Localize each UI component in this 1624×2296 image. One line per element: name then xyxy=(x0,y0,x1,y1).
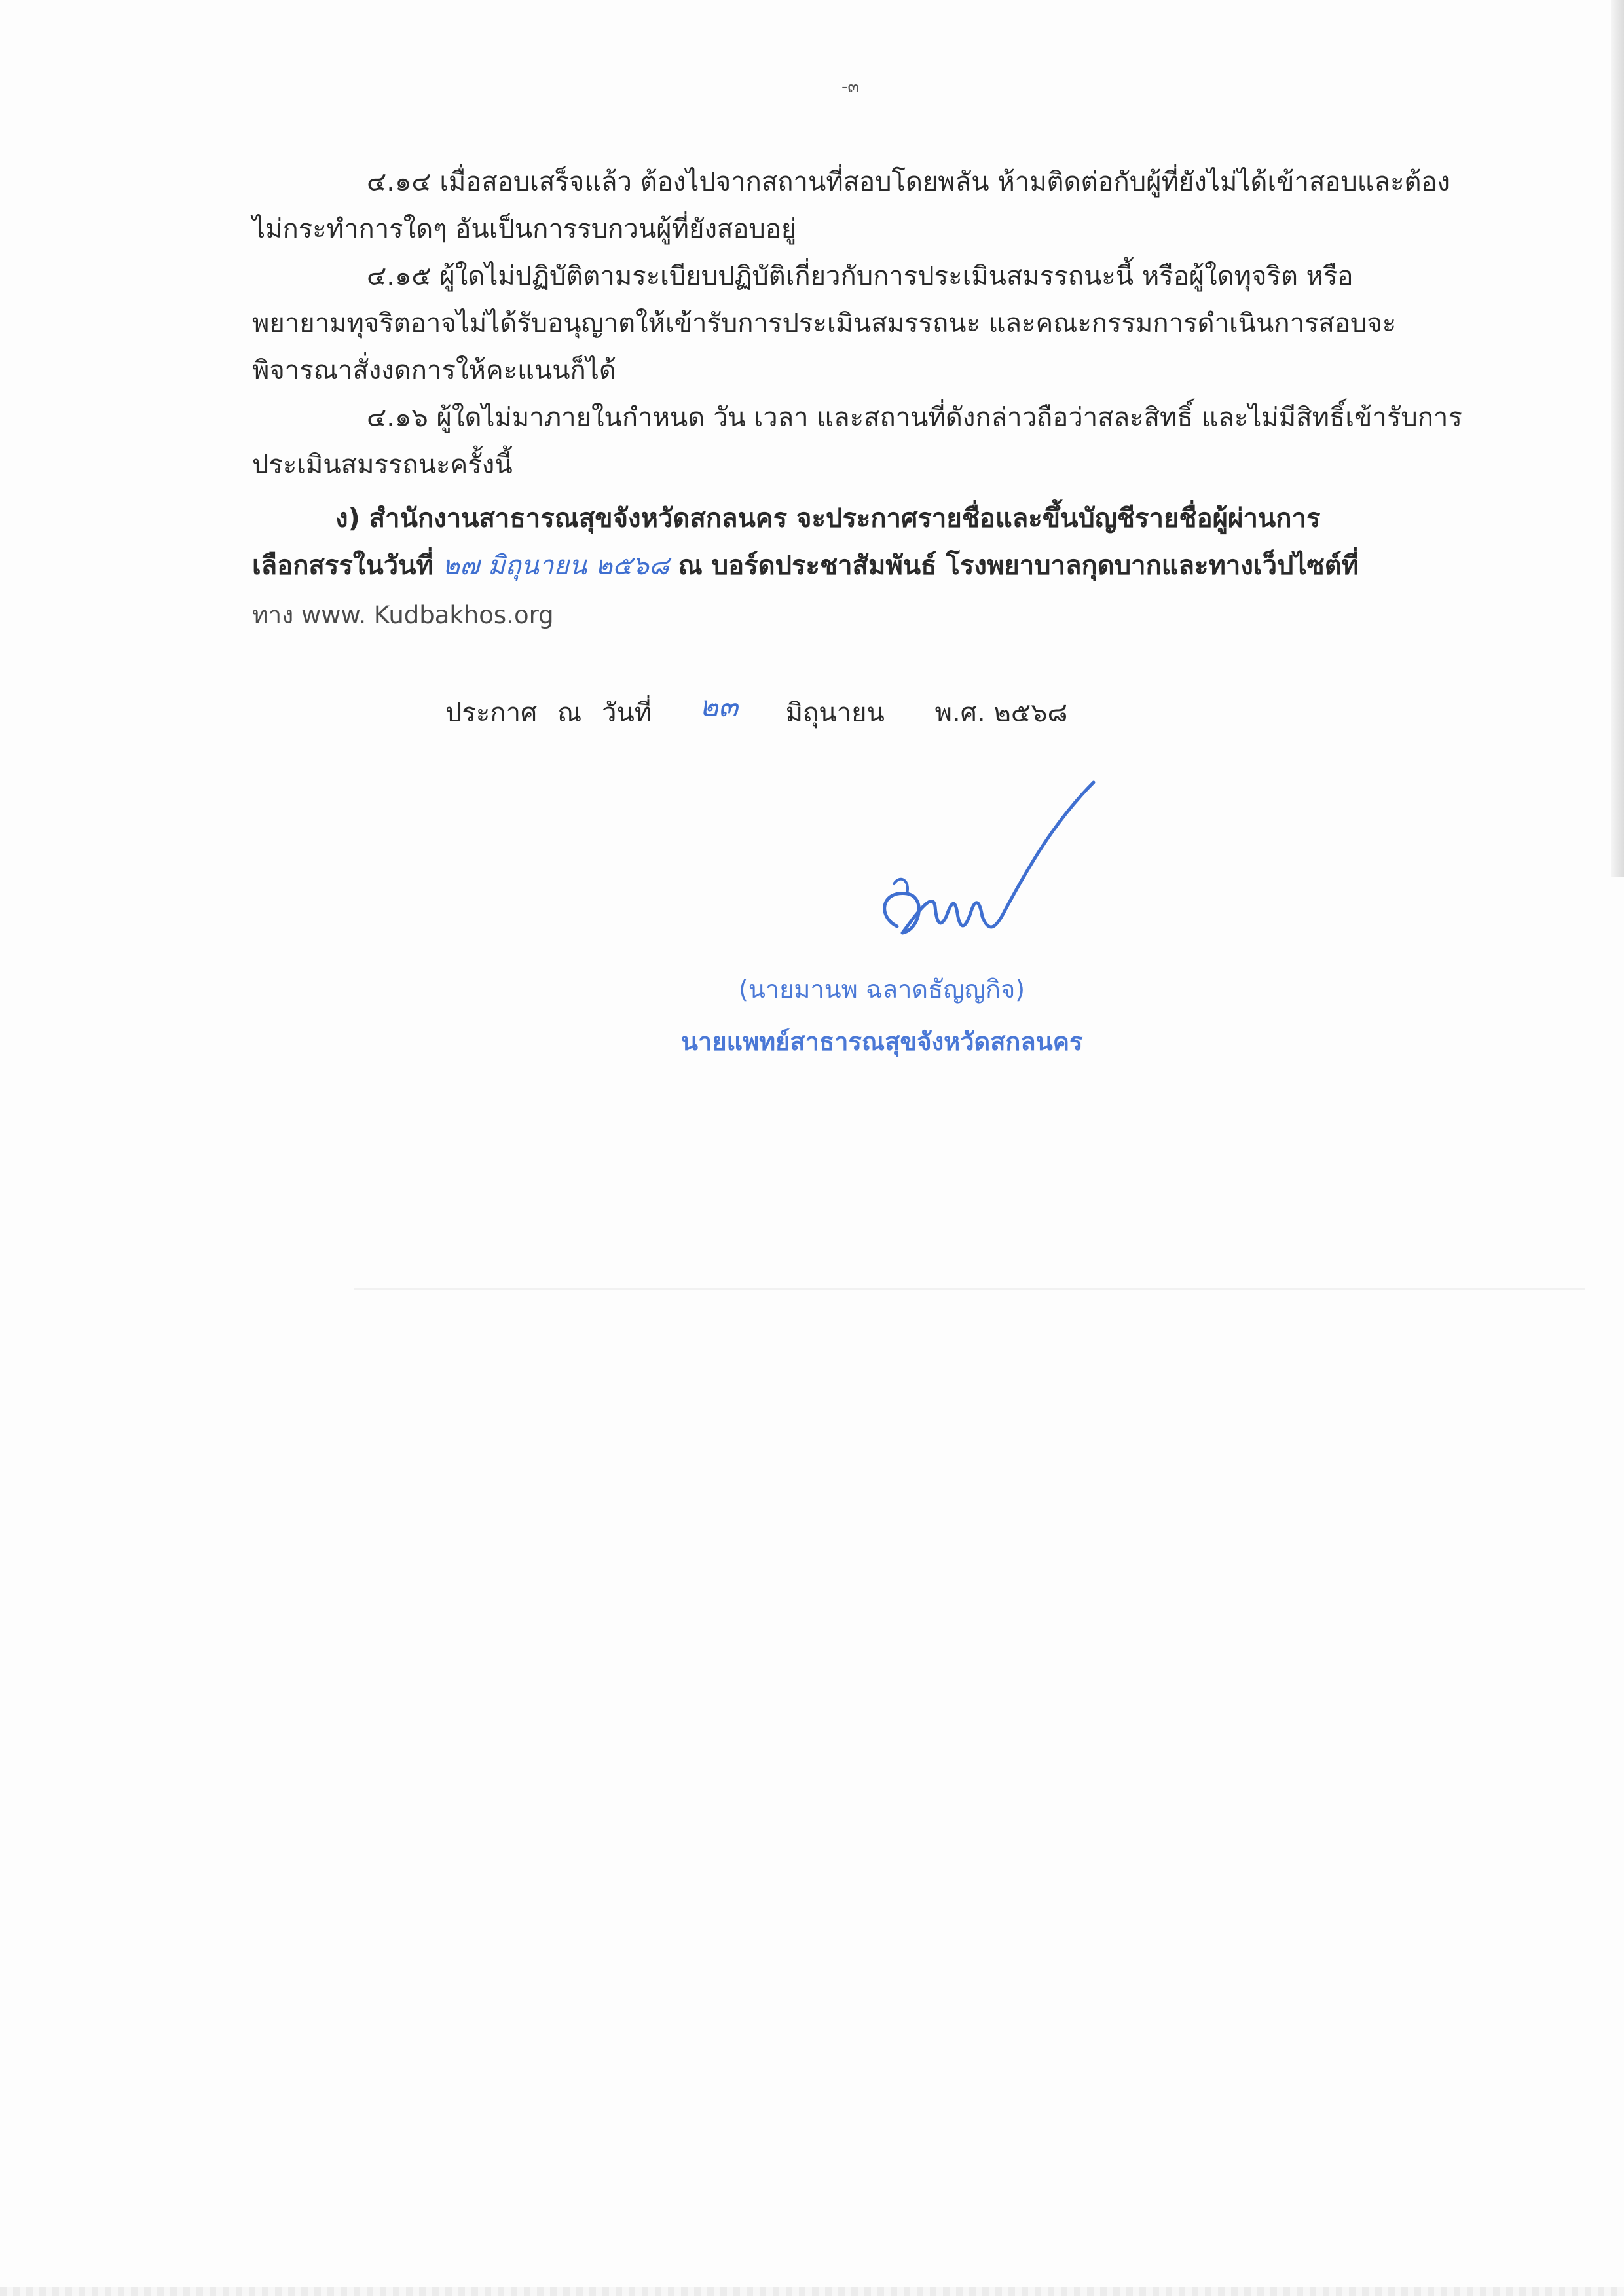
paragraph-4-16-line-1: ๔.๑๖ ผู้ใดไม่มาภายในกำหนด วัน เวลา และสถานที่ดังกล่าวถือว่าสละสิทธิ์ และไม่มีสิทธิ์เข้ารับการ xyxy=(367,403,1462,433)
announcement-day-label: วันที่ xyxy=(601,698,652,728)
scan-edge-right xyxy=(1611,0,1624,877)
signer-title: นายแพทย์สาธารณสุขจังหวัดสกลนคร xyxy=(681,1027,1083,1056)
paragraph-4-16-line-2: ประเมินสมรรถนะครั้งนี้ xyxy=(252,450,513,480)
section-g-line-1: ง) สำนักงานสาธารณสุขจังหวัดสกลนคร จะประกาศรายชื่อและขึ้นบัญชีรายชื่อผู้ผ่านการ xyxy=(335,503,1321,534)
section-g-line-2-suffix: ณ บอร์ดประชาสัมพันธ์ โรงพยาบาลกุดบากและทางเว็ปไซต์ที่ xyxy=(678,551,1359,581)
page-number: -๓ xyxy=(841,77,860,97)
paragraph-4-15-line-1: ๔.๑๕ ผู้ใดไม่ปฏิบัติตามระเบียบปฏิบัติเกี่ยวกับการประเมินสมรรถนะนี้ หรือผู้ใดทุจริต หรือ xyxy=(367,261,1354,291)
scan-edge-bottom xyxy=(0,2287,1624,2296)
website-line: ทาง www. Kudbakhos.org xyxy=(252,601,554,629)
announcement-month: มิถุนายน xyxy=(785,698,885,728)
handwritten-day: ๒๓ xyxy=(699,690,738,723)
announcement-date-row xyxy=(445,689,1067,737)
announcement-label: ประกาศ xyxy=(445,698,538,728)
paragraph-4-15-line-2: พยายามทุจริตอาจไม่ได้รับอนุญาตให้เข้ารับการประเมินสมรรถนะ และคณะกรรมการดำเนินการสอบจะ xyxy=(252,308,1397,338)
scan-fold-line xyxy=(354,1288,1585,1290)
announcement-year: พ.ศ. ๒๕๖๘ xyxy=(934,698,1068,728)
signer-name: (นายมานพ ฉลาดธัญญกิจ) xyxy=(739,975,1025,1004)
paragraph-4-15-line-3: พิจารณาสั่งงดการให้คะแนนก็ได้ xyxy=(252,355,616,386)
section-g-line-2-prefix: เลือกสรรในวันที่ xyxy=(252,551,434,581)
paragraph-4-14-line-1: ๔.๑๔ เมื่อสอบเสร็จแล้ว ต้องไปจากสถานที่สอบโดยพลัน ห้ามติดต่อกับผู้ที่ยังไม่ได้เข้าสอบและต้อง xyxy=(367,167,1450,197)
paragraph-4-14-line-2: ไม่กระทำการใดๆ อันเป็นการรบกวนผู้ที่ยังสอบอยู่ xyxy=(252,214,797,244)
section-g-line-2 xyxy=(252,542,1359,589)
announcement-at: ณ xyxy=(557,698,582,728)
handwritten-signature xyxy=(871,776,1107,972)
handwritten-announcement-date: ๒๗ มิถุนายน ๒๕๖๘ xyxy=(442,551,669,581)
